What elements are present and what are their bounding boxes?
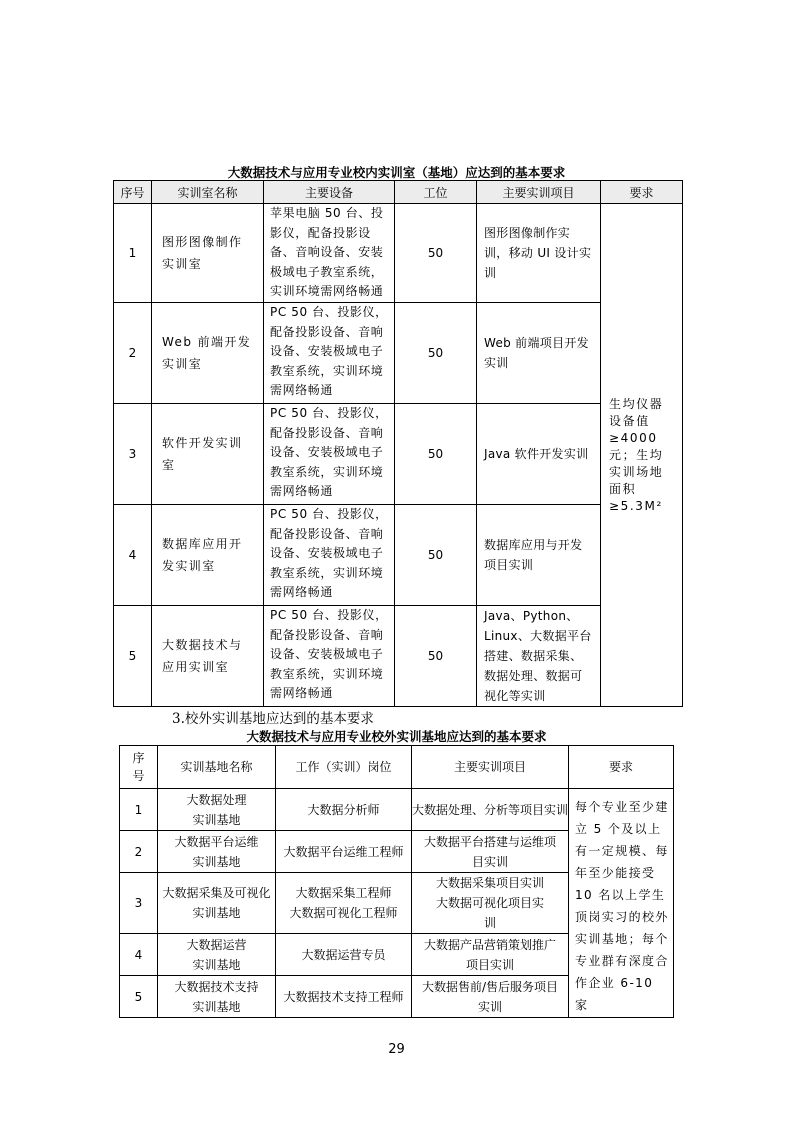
stations: 50 [395, 204, 477, 303]
lab-name: 数据库应用开发实训室 [152, 505, 264, 606]
header-project: 主要实训项目 [412, 746, 569, 789]
projects: Java 软件开发实训 [477, 404, 601, 505]
stations: 50 [395, 606, 477, 707]
lab-name: 软件开发实训室 [152, 404, 264, 505]
row-number: 5 [114, 606, 152, 707]
equipment: PC 50 台、投影仪，配备投影设备、音响设备、安装极域电子教室系统，实训环境需网络畅通 [264, 303, 395, 404]
header-lab-name: 实训室名称 [152, 181, 264, 204]
projects: 数据库应用与开发项目实训 [477, 505, 601, 606]
post: 大数据采集工程师 大数据可视化工程师 [276, 873, 412, 934]
table1-header-row [114, 181, 683, 204]
header-no: 序号 [120, 746, 158, 789]
stations: 50 [395, 303, 477, 404]
post: 大数据平台运维工程师 [276, 831, 412, 873]
equipment: PC 50 台、投影仪，配备投影设备、音响设备、安装极域电子教室系统，实训环境需网络畅通 [264, 404, 395, 505]
row-number: 5 [120, 976, 158, 1018]
row-number: 4 [114, 505, 152, 606]
header-stations: 工位 [395, 181, 477, 204]
header-requirement: 要求 [601, 181, 683, 204]
section-heading: 3.校外实训基地应达到的基本要求 [172, 711, 374, 727]
base-name: 大数据运营实训基地 [158, 934, 276, 976]
base-name: 大数据处理实训基地 [158, 789, 276, 831]
base-name: 大数据平台运维实训基地 [158, 831, 276, 873]
offsite-base-table [119, 745, 674, 1018]
lab-name: 图形图像制作实训室 [152, 204, 264, 303]
post: 大数据运营专员 [276, 934, 412, 976]
project: 大数据平台搭建与运维项目实训 [412, 831, 569, 873]
post: 大数据技术支持工程师 [276, 976, 412, 1018]
table-row [114, 303, 683, 404]
table-row [114, 204, 683, 303]
row-number: 2 [114, 303, 152, 404]
requirement: 每个专业至少建立 5 个及以上有一定规模、每年至少能接受 10 名以上学生顶岗实习的校外实训基地；每个专业群有深度合作企业 6-10 家 [569, 789, 674, 1018]
page-number: 29 [388, 1042, 405, 1057]
header-equipment: 主要设备 [264, 181, 395, 204]
base-name: 大数据技术支持实训基地 [158, 976, 276, 1018]
table2-header-row [120, 746, 674, 789]
header-base-name: 实训基地名称 [158, 746, 276, 789]
row-number: 3 [114, 404, 152, 505]
row-number: 2 [120, 831, 158, 873]
equipment: 苹果电脑 50 台、投影仪，配备投影设备、音响设备、安装极域电子教室系统，实训环境需网络畅通 [264, 204, 395, 303]
projects: Java、Python、Linux、大数据平台搭建、数据采集、数据处理、数据可视化等实训 [477, 606, 601, 707]
equipment: PC 50 台、投影仪，配备投影设备、音响设备、安装极域电子教室系统，实训环境需网络畅通 [264, 606, 395, 707]
projects: 图形图像制作实训，移动 UI 设计实训 [477, 204, 601, 303]
table-row [120, 789, 674, 831]
table-row [114, 606, 683, 707]
table-row [114, 404, 683, 505]
stations: 50 [395, 404, 477, 505]
row-number: 4 [120, 934, 158, 976]
projects: Web 前端项目开发实训 [477, 303, 601, 404]
project: 大数据售前/售后服务项目实训 [412, 976, 569, 1018]
header-no: 序号 [114, 181, 152, 204]
table1-caption: 大数据技术与应用专业校内实训室（基地）应达到的基本要求 [227, 165, 566, 180]
header-projects: 主要实训项目 [477, 181, 601, 204]
stations: 50 [395, 505, 477, 606]
header-requirement: 要求 [569, 746, 674, 789]
base-name: 大数据采集及可视化实训基地 [158, 873, 276, 934]
lab-name: 大数据技术与应用实训室 [152, 606, 264, 707]
post: 大数据分析师 [276, 789, 412, 831]
row-number: 3 [120, 873, 158, 934]
table2-caption: 大数据技术与应用专业校外实训基地应达到的基本要求 [246, 729, 547, 744]
row-number: 1 [114, 204, 152, 303]
equipment: PC 50 台、投影仪，配备投影设备、音响设备、安装极域电子教室系统，实训环境需网络畅通 [264, 505, 395, 606]
project: 大数据采集项目实训 大数据可视化项目实训 [412, 873, 569, 934]
project: 大数据产品营销策划推广项目实训 [412, 934, 569, 976]
project: 大数据处理、分析等项目实训 [412, 789, 569, 831]
onsite-lab-table [113, 180, 683, 707]
lab-name: Web 前端开发实训室 [152, 303, 264, 404]
header-post: 工作（实训）岗位 [276, 746, 412, 789]
row-number: 1 [120, 789, 158, 831]
requirement: 生均仪器设备值≥4000元；生均实训场地面积≥5.3M² [601, 204, 683, 707]
table-row [114, 505, 683, 606]
